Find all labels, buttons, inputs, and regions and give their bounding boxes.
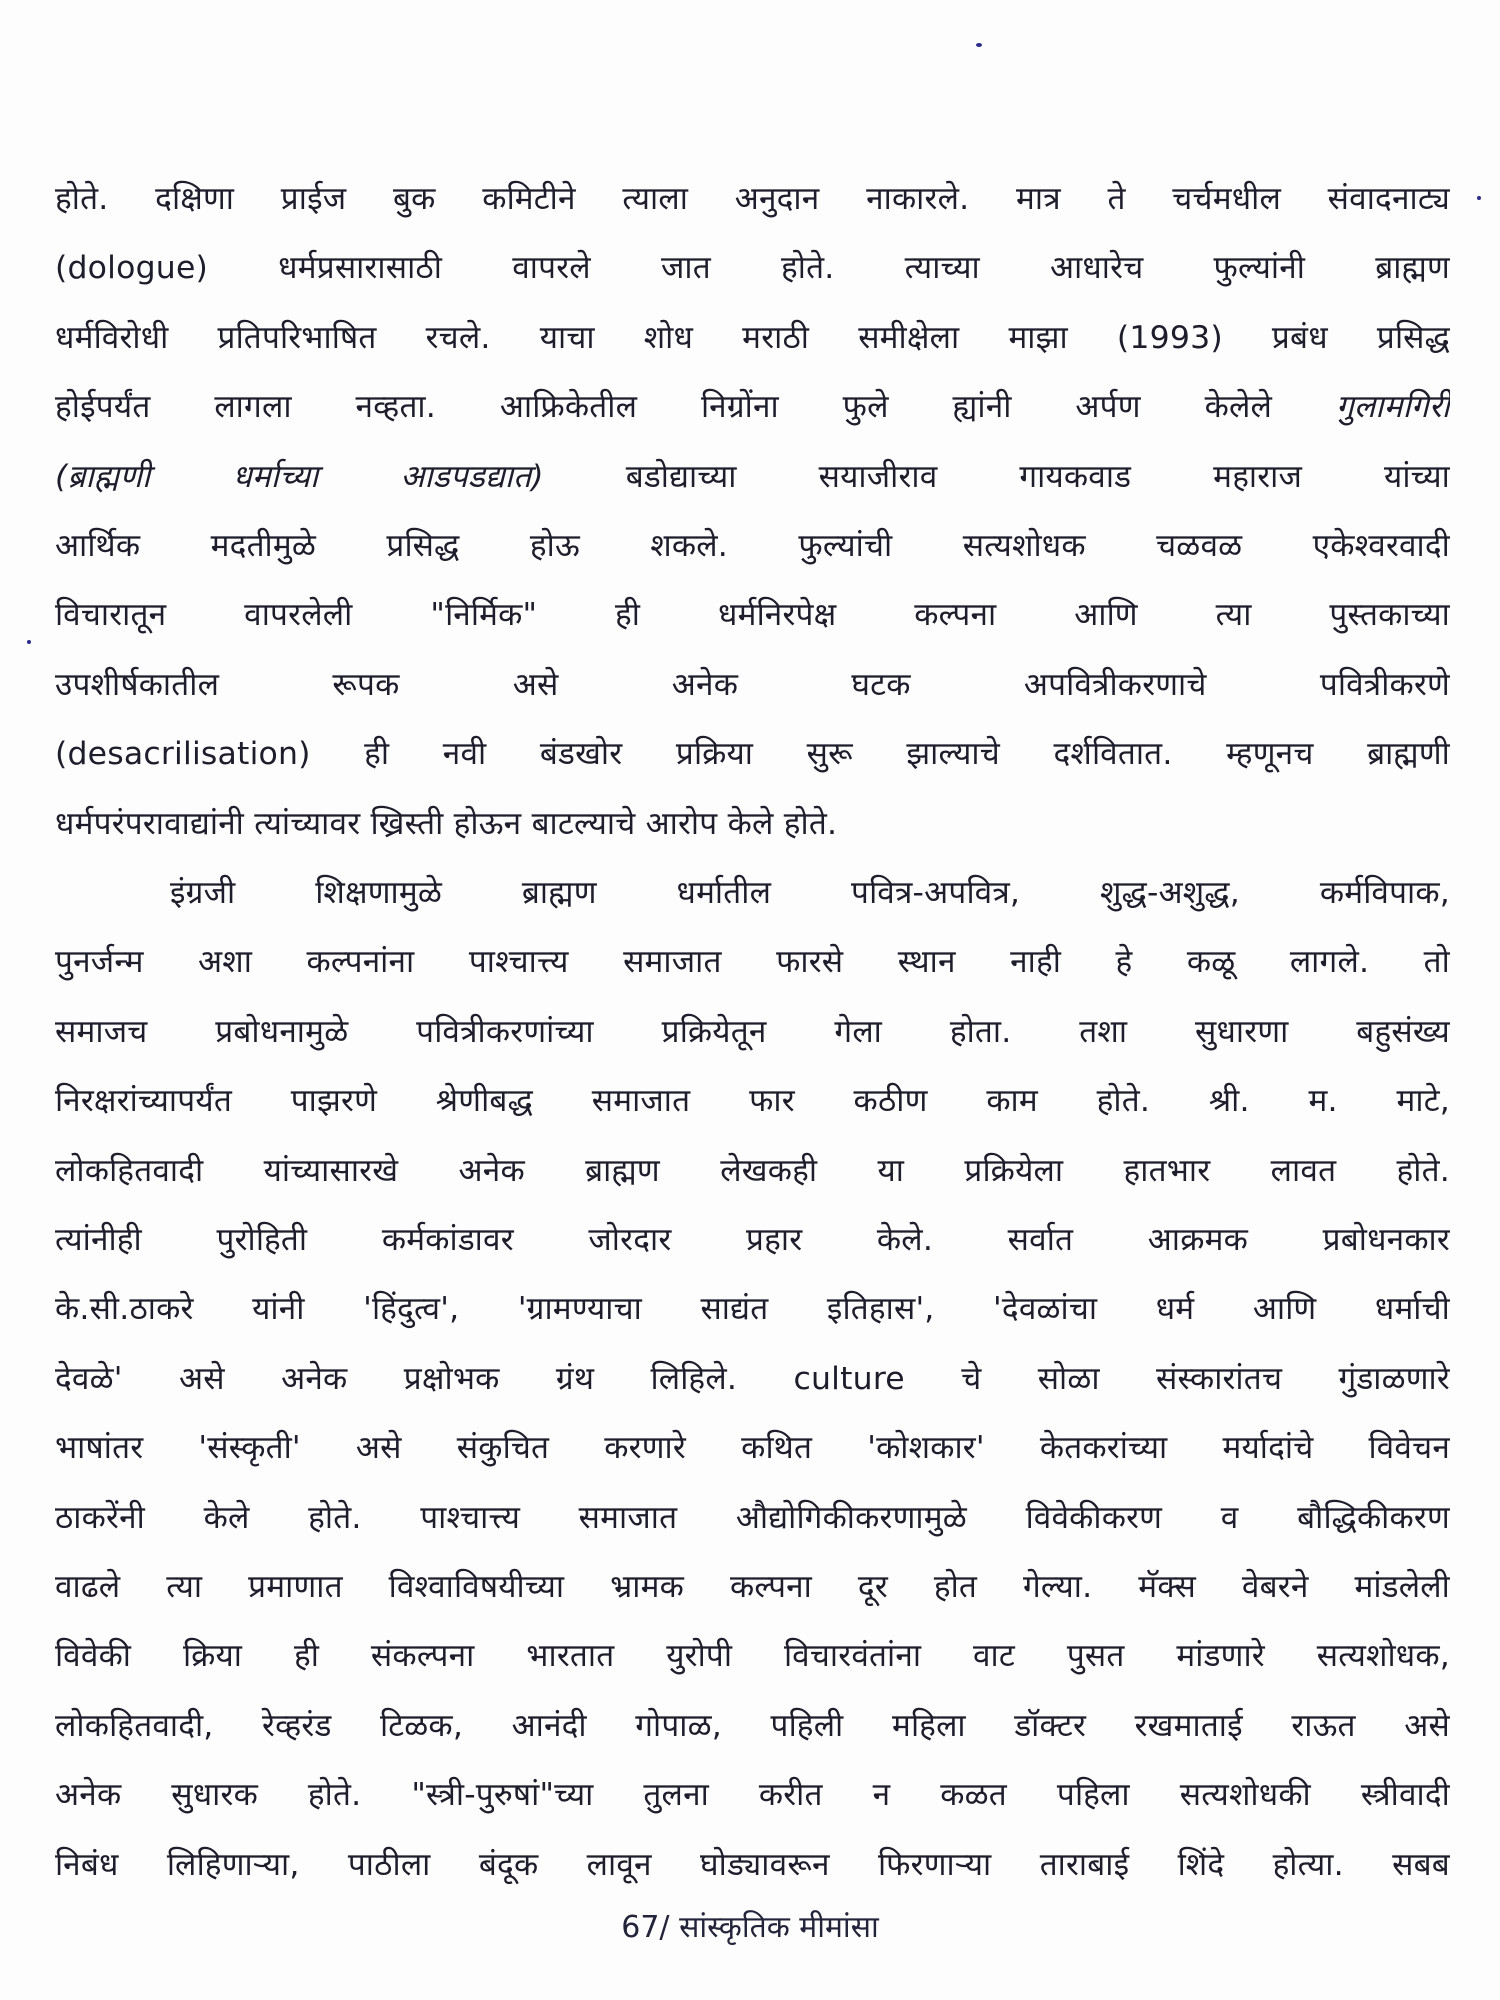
- book-title: सांस्कृतिक मीमांसा: [679, 1910, 879, 1945]
- book-subtitle-italic: (ब्राह्मणी धर्माच्या आडपडद्यात): [55, 458, 544, 495]
- text-line: उपशीर्षकातील रूपक असे अनेक घटक अपवित्रीकरणाचे पवित्रीकरणे: [55, 666, 1450, 703]
- text-segment: होईपर्यंत लागला नव्हता. आफ्रिकेतील निग्रोंना फुले ह्यांनी अर्पण केलेले: [55, 389, 1273, 426]
- text-line: अनेक सुधारक होते. "स्त्री-पुरुषां"च्या तुलना करीत न कळत पहिला सत्यशोधकी स्त्रीवादी: [55, 1777, 1450, 1814]
- text-line: इंग्रजी शिक्षणामुळे ब्राह्मण धर्मातील पवित्र-अपवित्र, शुद्ध-अशुद्ध, कर्मविपाक,: [170, 875, 1450, 911]
- text-line: लोकहितवादी, रेव्हरंड टिळक, आनंदी गोपाळ, पहिली महिला डॉक्टर रखमाताई राऊत असे: [55, 1707, 1450, 1744]
- text-line: के.सी.ठाकरे यांनी 'हिंदुत्व', 'ग्रामण्याचा साद्यंत इतिहास', 'देवळांचा धर्म आणि धर्माची: [55, 1291, 1450, 1328]
- text-line: पुनर्जन्म अशा कल्पनांना पाश्चात्त्य समाजात फारसे स्थान नाही हे कळू लागले. तो: [55, 944, 1450, 981]
- paragraph-1: [55, 165, 1450, 859]
- footer-separator: /: [659, 1910, 670, 1945]
- text-line: (dologue) धर्मप्रसारासाठी वापरले जात होते. त्याच्या आधारेच फुल्यांनी ब्राह्मण: [55, 250, 1450, 287]
- ink-speck: [27, 640, 31, 644]
- text-line: वाढले त्या प्रमाणात विश्वाविषयीच्या भ्रामक कल्पना दूर होत गेल्या. मॅक्स वेबरने मांडलेली: [55, 1569, 1450, 1606]
- text-line: विवेकी क्रिया ही संकल्पना भारतात युरोपी विचारवंतांना वाट पुसत मांडणारे सत्यशोधक,: [55, 1638, 1450, 1675]
- page-footer: [0, 1905, 1500, 1946]
- text-line: धर्मविरोधी प्रतिपरिभाषित रचले. याचा शोध मराठी समीक्षेला माझा (1993) प्रबंध प्रसिद्ध: [55, 319, 1450, 356]
- text-line: देवळे' असे अनेक प्रक्षोभक ग्रंथ लिहिले. culture चे सोळा संस्कारांतच गुंडाळणारे: [55, 1360, 1450, 1397]
- text-line: समाजच प्रबोधनामुळे पवित्रीकरणांच्या प्रक्रियेतून गेला होता. तशा सुधारणा बहुसंख्य: [55, 1013, 1450, 1050]
- text-line: त्यांनीही पुरोहिती कर्मकांडावर जोरदार प्रहार केले. सर्वात आक्रमक प्रबोधनकार: [55, 1222, 1450, 1259]
- text-line: होते. दक्षिणा प्राईज बुक कमिटीने त्याला अनुदान नाकारले. मात्र ते चर्चमधील संवादनाट्य: [55, 181, 1450, 217]
- text-line: निबंध लिहिणाऱ्या, पाठीला बंदूक लावून घोड्यावरून फिरणाऱ्या ताराबाई शिंदे होत्या. सबब: [55, 1846, 1450, 1883]
- text-line: आर्थिक मदतीमुळे प्रसिद्ध होऊ शकले. फुल्यांची सत्यशोधक चळवळ एकेश्वरवादी: [55, 528, 1450, 565]
- text-line: [55, 373, 1450, 442]
- book-title-italic: गुलामगिरी: [1335, 389, 1450, 426]
- paragraph-2: [55, 859, 1450, 1900]
- text-line: लोकहितवादी यांच्यासारखे अनेक ब्राह्मण लेखकही या प्रक्रियेला हातभार लावत होते.: [55, 1152, 1450, 1189]
- text-line: भाषांतर 'संस्कृती' असे संकुचित करणारे कथित 'कोशकार' केतकरांच्या मर्यादांचे विवेचन: [55, 1430, 1450, 1467]
- page-number: 67: [621, 1910, 660, 1945]
- ink-speck: [1477, 196, 1481, 200]
- text-line: धर्मपरंपरावाद्यांनी त्यांच्यावर ख्रिस्ती होऊन बाटल्याचे आरोप केले होते.: [55, 805, 838, 842]
- text-line: ठाकरेंनी केले होते. पाश्चात्त्य समाजात औद्योगिकीकरणामुळे विवेकीकरण व बौद्धिकीकरण: [55, 1499, 1450, 1536]
- text-line: (desacrilisation) ही नवी बंडखोर प्रक्रिया सुरू झाल्याचे दर्शवितात. म्हणूनच ब्राह्मणी: [55, 736, 1450, 773]
- ink-speck: [976, 43, 982, 47]
- text-line: विचारातून वापरलेली "निर्मिक" ही धर्मनिरपेक्ष कल्पना आणि त्या पुस्तकाच्या: [55, 597, 1450, 634]
- text-line: [55, 443, 1450, 512]
- text-line: निरक्षरांच्यापर्यंत पाझरणे श्रेणीबद्ध समाजात फार कठीण काम होते. श्री. म. माटे,: [55, 1083, 1450, 1120]
- text-segment: बडोद्याच्या सयाजीराव गायकवाड महाराज यांच्या: [625, 458, 1450, 495]
